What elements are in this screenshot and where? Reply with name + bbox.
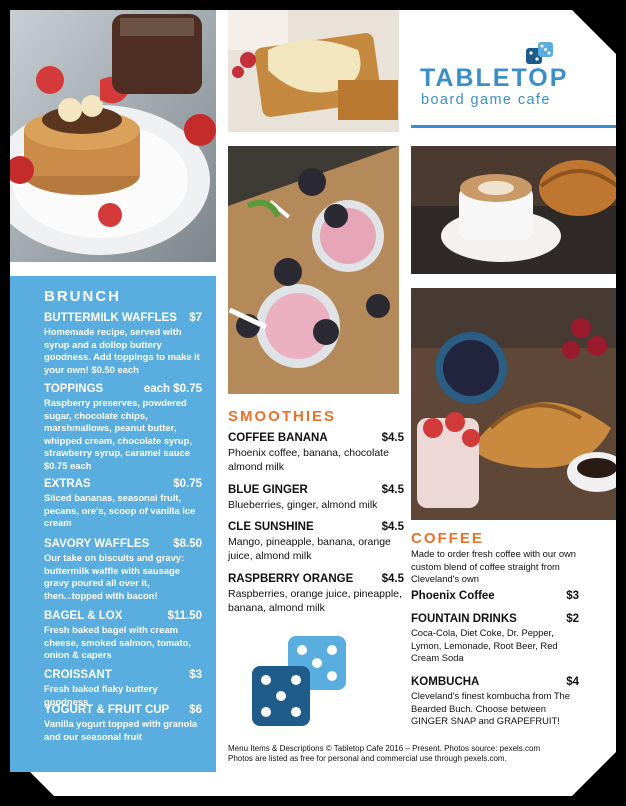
item-description: Fresh baked bagel with cream cheese, smoked salmon, tomato, onion & capers	[44, 624, 191, 660]
item-description: Vanilla yogurt topped with granola and our seasonal fruit	[44, 718, 198, 742]
breakfast-photo	[411, 288, 616, 520]
menu-item	[411, 613, 579, 665]
item-name: FOUNTAIN DRINKS	[411, 613, 517, 625]
item-name: BUTTERMILK WAFFLES	[44, 312, 177, 324]
item-name: KOMBUCHA	[411, 676, 480, 688]
dice-illustration-icon	[250, 632, 360, 732]
brunch-section	[10, 276, 216, 772]
menu-item	[44, 312, 202, 376]
logo-title: TABLETOP	[420, 64, 569, 92]
menu-item	[44, 610, 202, 662]
item-description: Fresh baked flaky buttery goodness	[44, 683, 158, 707]
item-price: $7	[189, 312, 202, 324]
item-description: Coca-Cola, Diet Coke, Dr. Pepper, Lymon, Lemonade, Root Beer, Red Cream Soda	[411, 627, 558, 663]
smoothies-section	[228, 408, 404, 425]
item-price: $4.5	[381, 484, 404, 496]
item-name: RASPBERRY ORANGE	[228, 573, 354, 585]
smoothies-photo	[228, 146, 399, 394]
footer-credits	[228, 744, 608, 764]
item-name: EXTRAS	[44, 478, 91, 490]
item-price: $6	[189, 704, 202, 716]
item-description: Raspberries, orange juice, pineapple, banana, almond milk	[228, 588, 402, 614]
item-name: Phoenix Coffee	[411, 590, 495, 602]
logo-underline	[411, 125, 616, 128]
menu-item	[44, 383, 202, 472]
item-description: Raspberry preserves, powdered sugar, chocolate chips, marshmallows, peanut butter, whipped cream, chocolate syrup, strawberry syrup, caramel sauce $0.75 each	[44, 397, 192, 471]
dice-logo-icon	[526, 42, 556, 66]
item-name: BLUE GINGER	[228, 484, 308, 496]
pancakes-photo	[10, 10, 216, 262]
item-name: YOGURT & FRUIT CUP	[44, 704, 170, 716]
item-price: $8.50	[173, 538, 202, 550]
item-price: $3	[189, 669, 202, 681]
item-name: BAGEL & LOX	[44, 610, 123, 622]
item-description: Homemade recipe, served with syrup and a dollop buttery goodness. Add toppings to make it your own! $0.50 each	[44, 326, 200, 375]
item-price: $11.50	[167, 610, 202, 622]
item-price: $4	[566, 676, 579, 688]
item-price: $3	[566, 590, 579, 602]
coffee-intro: Made to order fresh coffee with our own custom blend of coffee straight from Cleveland's own	[411, 548, 577, 584]
item-price: $2	[566, 613, 579, 625]
menu-item	[44, 669, 202, 708]
menu-item	[411, 676, 579, 728]
coffee-heading: COFFEE	[411, 530, 484, 547]
menu-item	[44, 478, 202, 530]
smoothies-heading: SMOOTHIES	[228, 408, 337, 425]
item-name: COFFEE BANANA	[228, 432, 328, 444]
item-name: CROISSANT	[44, 669, 112, 681]
logo-subtitle: board game cafe	[421, 92, 551, 108]
item-name: TOPPINGS	[44, 383, 104, 395]
item-price: $4.5	[381, 432, 404, 444]
item-name: SAVORY WAFFLES	[44, 538, 150, 550]
menu-item	[44, 538, 202, 602]
brunch-heading: BRUNCH	[44, 288, 121, 305]
item-description: Mango, pineapple, banana, orange juice, almond milk	[228, 536, 391, 562]
item-description: Phoenix coffee, banana, chocolate almond milk	[228, 447, 389, 473]
menu-item	[228, 521, 404, 563]
item-description: Our take on biscuits and gravy: buttermilk waffle with sausage gravy poured all over it, then...topped with bacon!	[44, 552, 185, 601]
coffee-section	[411, 530, 579, 586]
footer-line-2: Photos are listed as free for personal and commercial use through pexels.com.	[228, 754, 507, 763]
footer-line-1: Menu Items & Descriptions © Tabletop Cafe 2016 – Present. Photos source: pexels.com	[228, 744, 541, 753]
item-price: each $0.75	[143, 383, 202, 395]
menu-item	[44, 704, 202, 743]
waffles-photo	[228, 10, 399, 132]
item-description: Blueberries, ginger, almond milk	[228, 499, 378, 511]
menu-item	[228, 573, 404, 615]
item-price: $0.75	[173, 478, 202, 490]
menu-item	[228, 484, 404, 512]
menu-item	[228, 432, 404, 474]
item-description: Sliced bananas, seasonal fruit, pecans, ore's, scoop of vanilla ice cream	[44, 492, 196, 528]
item-description: Cleveland's finest kombucha from The Bearded Buch. Choose between GINGER SNAP and GRAPEFRUIT!	[411, 690, 570, 726]
menu-item	[411, 590, 579, 602]
item-price: $4.5	[381, 521, 404, 533]
coffee-photo	[411, 146, 616, 274]
item-price: $4.5	[381, 573, 404, 585]
item-name: CLE SUNSHINE	[228, 521, 314, 533]
